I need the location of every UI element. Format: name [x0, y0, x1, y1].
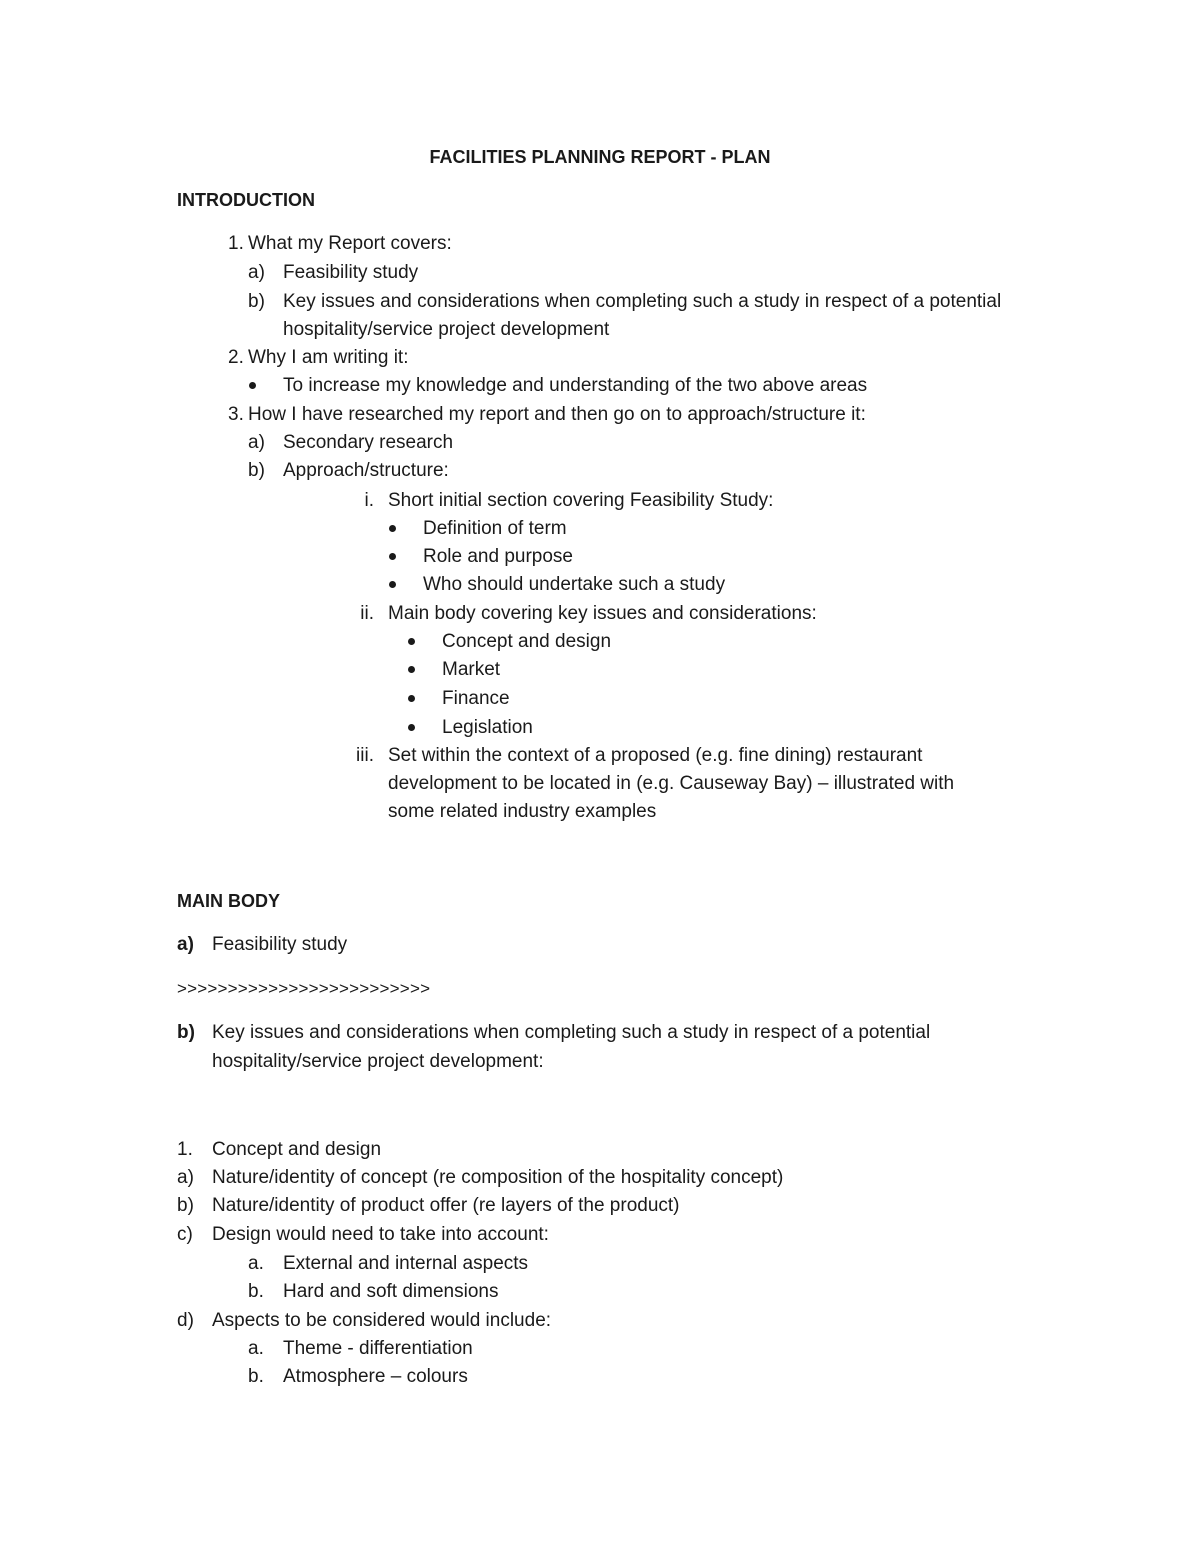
list-marker: a.: [248, 1253, 264, 1274]
list-marker: b.: [248, 1281, 264, 1302]
list-marker: d): [177, 1310, 194, 1331]
list-marker: a): [177, 934, 194, 955]
list-item-text: Key issues and considerations when completing such a study in respect of a potential: [212, 1022, 931, 1043]
list-item-text: Definition of term: [423, 518, 567, 539]
list-marker: b): [248, 460, 265, 481]
list-item-text: Role and purpose: [423, 546, 573, 567]
list-item-text: Concept and design: [442, 631, 612, 652]
list-marker: b.: [248, 1366, 264, 1387]
list-item-text: Legislation: [442, 717, 533, 738]
list-item-text: Finance: [442, 688, 510, 709]
bullet-icon: [408, 695, 415, 702]
list-item-text: Nature/identity of product offer (re layers of the product): [212, 1195, 680, 1216]
bullet-icon: [408, 638, 415, 645]
list-item-text: Feasibility study: [283, 262, 419, 283]
list-item-text: Hard and soft dimensions: [283, 1281, 499, 1302]
list-item-text: Concept and design: [212, 1139, 382, 1160]
bullet-icon: [408, 666, 415, 673]
list-item-text: Nature/identity of concept (re composition of the hospitality concept): [212, 1167, 784, 1188]
list-marker: 1.: [177, 1139, 193, 1160]
bullet-icon: [389, 553, 396, 560]
list-item-text: Feasibility study: [212, 934, 348, 955]
list-marker: b): [248, 291, 265, 312]
bullet-icon: [408, 724, 415, 731]
bullet-icon: [249, 382, 256, 389]
bullet-icon: [389, 525, 396, 532]
bullet-icon: [389, 581, 396, 588]
list-item-text: Who should undertake such a study: [423, 574, 726, 595]
introduction-heading: INTRODUCTION: [177, 190, 315, 210]
list-item-text: hospitality/service project development: [283, 319, 610, 340]
list-item-text: How I have researched my report and then go on to approach/structure it:: [248, 404, 866, 425]
list-item-text: some related industry examples: [388, 801, 657, 822]
list-marker: iii.: [356, 745, 374, 766]
list-item-text: Atmosphere – colours: [283, 1366, 468, 1387]
list-item-text: External and internal aspects: [283, 1253, 529, 1274]
list-item-text: hospitality/service project development:: [212, 1051, 544, 1072]
list-marker: i.: [364, 490, 374, 511]
list-item-text: Set within the context of a proposed (e.g. fine dining) restaurant: [388, 745, 923, 766]
list-item-text: Why I am writing it:: [248, 347, 409, 368]
list-item-text: Short initial section covering Feasibility Study:: [388, 490, 774, 511]
list-marker: b): [177, 1195, 194, 1216]
document-title: FACILITIES PLANNING REPORT - PLAN: [429, 147, 771, 167]
list-item-text: Market: [442, 659, 501, 680]
main-body-heading: MAIN BODY: [177, 891, 280, 911]
list-marker: a): [177, 1167, 194, 1188]
list-item-text: Aspects to be considered would include:: [212, 1310, 552, 1331]
list-marker: 2.: [228, 347, 244, 368]
list-item-text: Secondary research: [283, 432, 454, 453]
list-marker: c): [177, 1224, 193, 1245]
list-item-text: What my Report covers:: [248, 233, 452, 254]
list-marker: 3.: [228, 404, 244, 425]
list-marker: a.: [248, 1338, 264, 1359]
list-item-text: To increase my knowledge and understanding of the two above areas: [283, 375, 868, 396]
list-marker: ii.: [360, 603, 374, 624]
list-marker: 1.: [228, 233, 244, 254]
list-marker: a): [248, 432, 265, 453]
list-item-text: Key issues and considerations when completing such a study in respect of a potential: [283, 291, 1002, 312]
arrow-separator: >>>>>>>>>>>>>>>>>>>>>>>>>: [177, 979, 431, 998]
list-item-text: development to be located in (e.g. Causeway Bay) – illustrated with: [388, 773, 955, 794]
list-item-text: Main body covering key issues and considerations:: [388, 603, 817, 624]
list-item-text: Approach/structure:: [283, 460, 449, 481]
list-marker: b): [177, 1022, 195, 1043]
list-marker: a): [248, 262, 265, 283]
list-item-text: Theme - differentiation: [283, 1338, 473, 1359]
list-item-text: Design would need to take into account:: [212, 1224, 549, 1245]
